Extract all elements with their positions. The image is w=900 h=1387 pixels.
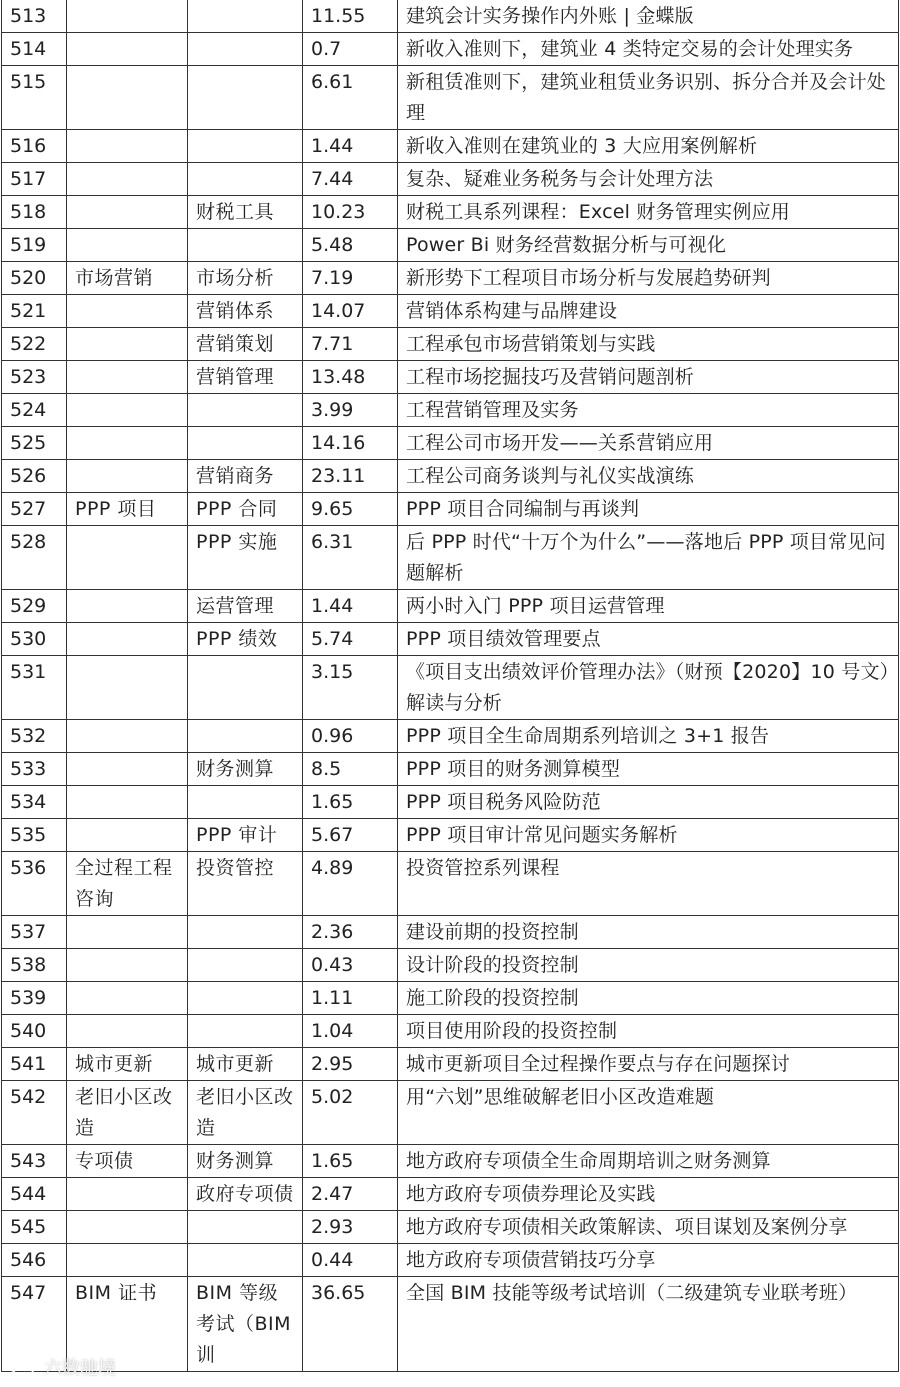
subcategory-cell: PPP 绩效: [188, 623, 303, 656]
subcategory-cell: [188, 656, 303, 720]
row-number: 529: [2, 590, 67, 623]
table-row: [2, 361, 899, 394]
hours-cell: 13.48: [303, 361, 398, 394]
table-row: [2, 623, 899, 656]
course-table: [1, 0, 899, 1372]
course-title-cell: Power Bi 财务经营数据分析与可视化: [398, 229, 899, 262]
hours-cell: 1.44: [303, 590, 398, 623]
category-cell: [67, 328, 188, 361]
subcategory-cell: 运营管理: [188, 590, 303, 623]
hours-cell: 6.61: [303, 66, 398, 130]
hours-cell: 23.11: [303, 460, 398, 493]
category-cell: [67, 394, 188, 427]
subcategory-cell: 营销管理: [188, 361, 303, 394]
hours-cell: 0.96: [303, 720, 398, 753]
category-cell: [67, 949, 188, 982]
table-row: [2, 1145, 899, 1178]
category-cell: [67, 590, 188, 623]
table-row: [2, 526, 899, 590]
category-cell: BIM 证书: [67, 1277, 188, 1372]
table-row: [2, 753, 899, 786]
subcategory-cell: [188, 1244, 303, 1277]
table-row: [2, 163, 899, 196]
subcategory-cell: [188, 916, 303, 949]
category-cell: [67, 526, 188, 590]
row-number: 515: [2, 66, 67, 130]
hours-cell: 7.71: [303, 328, 398, 361]
hours-cell: 5.67: [303, 819, 398, 852]
course-title-cell: 后 PPP 时代“十万个为什么”——落地后 PPP 项目常见问题解析: [398, 526, 899, 590]
course-title-cell: 新形势下工程项目市场分析与发展趋势研判: [398, 262, 899, 295]
course-title-cell: 两小时入门 PPP 项目运营管理: [398, 590, 899, 623]
subcategory-cell: 财税工具: [188, 196, 303, 229]
table-row: [2, 328, 899, 361]
course-title-cell: 工程公司市场开发——关系营销应用: [398, 427, 899, 460]
subcategory-cell: [188, 394, 303, 427]
table-row: [2, 33, 899, 66]
subcategory-cell: [188, 982, 303, 1015]
course-title-cell: 建设前期的投资控制: [398, 916, 899, 949]
category-cell: 城市更新: [67, 1048, 188, 1081]
course-title-cell: 地方政府专项债营销技巧分享: [398, 1244, 899, 1277]
hours-cell: 2.47: [303, 1178, 398, 1211]
subcategory-cell: [188, 229, 303, 262]
hours-cell: 1.04: [303, 1015, 398, 1048]
hours-cell: 14.07: [303, 295, 398, 328]
subcategory-cell: 财务测算: [188, 753, 303, 786]
table-row: [2, 1178, 899, 1211]
subcategory-cell: [188, 1015, 303, 1048]
table-row: [2, 66, 899, 130]
category-cell: [67, 656, 188, 720]
subcategory-cell: [188, 0, 303, 33]
subcategory-cell: 营销策划: [188, 328, 303, 361]
category-cell: [67, 982, 188, 1015]
category-cell: [67, 163, 188, 196]
hours-cell: 10.23: [303, 196, 398, 229]
row-number: 531: [2, 656, 67, 720]
subcategory-cell: 财务测算: [188, 1145, 303, 1178]
row-number: 520: [2, 262, 67, 295]
row-number: 523: [2, 361, 67, 394]
subcategory-cell: 营销体系: [188, 295, 303, 328]
table-row: [2, 1277, 899, 1372]
subcategory-cell: [188, 949, 303, 982]
course-title-cell: 复杂、疑难业务税务与会计处理方法: [398, 163, 899, 196]
watermark-text: 六数驰境: [44, 1358, 116, 1379]
row-number: 518: [2, 196, 67, 229]
table-row: [2, 0, 899, 33]
hours-cell: 4.89: [303, 852, 398, 916]
hours-cell: 1.11: [303, 982, 398, 1015]
row-number: 542: [2, 1081, 67, 1145]
category-cell: [67, 1015, 188, 1048]
category-cell: [67, 229, 188, 262]
hours-cell: 7.19: [303, 262, 398, 295]
hours-cell: 3.15: [303, 656, 398, 720]
course-title-cell: 工程营销管理及实务: [398, 394, 899, 427]
row-number: 532: [2, 720, 67, 753]
course-title-cell: PPP 项目全生命周期系列培训之 3+1 报告: [398, 720, 899, 753]
subcategory-cell: PPP 合同: [188, 493, 303, 526]
hours-cell: 9.65: [303, 493, 398, 526]
category-cell: [67, 786, 188, 819]
category-cell: [67, 819, 188, 852]
subcategory-cell: 老旧小区改造: [188, 1081, 303, 1145]
category-cell: [67, 427, 188, 460]
table-row: [2, 229, 899, 262]
row-number: 540: [2, 1015, 67, 1048]
row-number: 528: [2, 526, 67, 590]
row-number: 543: [2, 1145, 67, 1178]
subcategory-cell: 投资管控: [188, 852, 303, 916]
course-title-cell: 投资管控系列课程: [398, 852, 899, 916]
course-title-cell: 城市更新项目全过程操作要点与存在问题探讨: [398, 1048, 899, 1081]
row-number: 541: [2, 1048, 67, 1081]
course-title-cell: 地方政府专项债相关政策解读、项目谋划及案例分享: [398, 1211, 899, 1244]
course-title-cell: 《项目支出绩效评价管理办法》（财预【2020】10 号文）解读与分析: [398, 656, 899, 720]
hours-cell: 5.48: [303, 229, 398, 262]
subcategory-cell: PPP 实施: [188, 526, 303, 590]
category-cell: [67, 623, 188, 656]
category-cell: PPP 项目: [67, 493, 188, 526]
row-number: 539: [2, 982, 67, 1015]
row-number: 530: [2, 623, 67, 656]
hours-cell: 8.5: [303, 753, 398, 786]
table-row: [2, 460, 899, 493]
row-number: 514: [2, 33, 67, 66]
category-cell: [67, 196, 188, 229]
row-number: 546: [2, 1244, 67, 1277]
hours-cell: 5.02: [303, 1081, 398, 1145]
row-number: 525: [2, 427, 67, 460]
hours-cell: 0.44: [303, 1244, 398, 1277]
category-cell: [67, 1244, 188, 1277]
row-number: 516: [2, 130, 67, 163]
course-title-cell: 项目使用阶段的投资控制: [398, 1015, 899, 1048]
subcategory-cell: [188, 66, 303, 130]
subcategory-cell: PPP 审计: [188, 819, 303, 852]
course-title-cell: PPP 项目绩效管理要点: [398, 623, 899, 656]
row-number: 517: [2, 163, 67, 196]
category-cell: [67, 0, 188, 33]
table-row: [2, 427, 899, 460]
row-number: 527: [2, 493, 67, 526]
table-row: [2, 295, 899, 328]
table-row: [2, 1081, 899, 1145]
subcategory-cell: BIM 等级考试（BIM 训: [188, 1277, 303, 1372]
row-number: 533: [2, 753, 67, 786]
row-number: 545: [2, 1211, 67, 1244]
table-row: [2, 196, 899, 229]
table-row: [2, 1048, 899, 1081]
row-number: 544: [2, 1178, 67, 1211]
category-cell: 全过程工程咨询: [67, 852, 188, 916]
table-row: [2, 1015, 899, 1048]
row-number: 522: [2, 328, 67, 361]
subcategory-cell: [188, 163, 303, 196]
subcategory-cell: [188, 33, 303, 66]
course-title-cell: 新租赁准则下，建筑业租赁业务识别、拆分合并及会计处理: [398, 66, 899, 130]
row-number: 534: [2, 786, 67, 819]
table-row: [2, 852, 899, 916]
table-row: [2, 1211, 899, 1244]
table-row: [2, 949, 899, 982]
course-title-cell: 全国 BIM 技能等级考试培训（二级建筑专业联考班）: [398, 1277, 899, 1372]
table-row: [2, 590, 899, 623]
row-number: 535: [2, 819, 67, 852]
hours-cell: 7.44: [303, 163, 398, 196]
category-cell: [67, 66, 188, 130]
course-title-cell: 财税工具系列课程：Excel 财务管理实例应用: [398, 196, 899, 229]
table-row: [2, 656, 899, 720]
table-row: [2, 1244, 899, 1277]
course-title-cell: 建筑会计实务操作内外账 | 金蝶版: [398, 0, 899, 33]
category-cell: 专项债: [67, 1145, 188, 1178]
row-number: 547: [2, 1277, 67, 1372]
table-row: [2, 982, 899, 1015]
hours-cell: 3.99: [303, 394, 398, 427]
row-number: 513: [2, 0, 67, 33]
table-row: [2, 786, 899, 819]
subcategory-cell: [188, 1211, 303, 1244]
row-number: 537: [2, 916, 67, 949]
hours-cell: 14.16: [303, 427, 398, 460]
course-title-cell: PPP 项目税务风险防范: [398, 786, 899, 819]
course-table-body: [2, 0, 899, 1372]
table-row: [2, 262, 899, 295]
subcategory-cell: [188, 720, 303, 753]
row-number: 519: [2, 229, 67, 262]
category-cell: [67, 460, 188, 493]
course-title-cell: PPP 项目审计常见问题实务解析: [398, 819, 899, 852]
table-row: [2, 819, 899, 852]
hours-cell: 1.44: [303, 130, 398, 163]
hours-cell: 0.7: [303, 33, 398, 66]
subcategory-cell: 营销商务: [188, 460, 303, 493]
subcategory-cell: 政府专项债: [188, 1178, 303, 1211]
course-title-cell: 工程承包市场营销策划与实践: [398, 328, 899, 361]
category-cell: [67, 720, 188, 753]
hours-cell: 2.95: [303, 1048, 398, 1081]
row-number: 538: [2, 949, 67, 982]
category-cell: [67, 295, 188, 328]
course-title-cell: 地方政府专项债券理论及实践: [398, 1178, 899, 1211]
hours-cell: 36.65: [303, 1277, 398, 1372]
subcategory-cell: [188, 786, 303, 819]
course-title-cell: 新收入准则在建筑业的 3 大应用案例解析: [398, 130, 899, 163]
hours-cell: 1.65: [303, 786, 398, 819]
row-number: 536: [2, 852, 67, 916]
row-number: 524: [2, 394, 67, 427]
course-title-cell: 新收入准则下，建筑业 4 类特定交易的会计处理实务: [398, 33, 899, 66]
watermark: [8, 1354, 116, 1380]
course-title-cell: PPP 项目的财务测算模型: [398, 753, 899, 786]
subcategory-cell: 城市更新: [188, 1048, 303, 1081]
watermark-logo-icon: [8, 1356, 38, 1378]
category-cell: [67, 753, 188, 786]
category-cell: 老旧小区改造: [67, 1081, 188, 1145]
hours-cell: 2.36: [303, 916, 398, 949]
course-title-cell: 设计阶段的投资控制: [398, 949, 899, 982]
subcategory-cell: [188, 130, 303, 163]
hours-cell: 5.74: [303, 623, 398, 656]
subcategory-cell: 市场分析: [188, 262, 303, 295]
course-title-cell: 用“六划”思维破解老旧小区改造难题: [398, 1081, 899, 1145]
course-title-cell: PPP 项目合同编制与再谈判: [398, 493, 899, 526]
table-row: [2, 916, 899, 949]
course-title-cell: 营销体系构建与品牌建设: [398, 295, 899, 328]
subcategory-cell: [188, 427, 303, 460]
course-title-cell: 工程公司商务谈判与礼仪实战演练: [398, 460, 899, 493]
course-title-cell: 地方政府专项债全生命周期培训之财务测算: [398, 1145, 899, 1178]
hours-cell: 0.43: [303, 949, 398, 982]
hours-cell: 11.55: [303, 0, 398, 33]
course-title-cell: 施工阶段的投资控制: [398, 982, 899, 1015]
row-number: 521: [2, 295, 67, 328]
table-row: [2, 394, 899, 427]
category-cell: [67, 1211, 188, 1244]
row-number: 526: [2, 460, 67, 493]
course-title-cell: 工程市场挖掘技巧及营销问题剖析: [398, 361, 899, 394]
category-cell: [67, 33, 188, 66]
table-row: [2, 493, 899, 526]
hours-cell: 2.93: [303, 1211, 398, 1244]
category-cell: 市场营销: [67, 262, 188, 295]
table-row: [2, 130, 899, 163]
category-cell: [67, 361, 188, 394]
category-cell: [67, 916, 188, 949]
table-row: [2, 720, 899, 753]
hours-cell: 1.65: [303, 1145, 398, 1178]
hours-cell: 6.31: [303, 526, 398, 590]
category-cell: [67, 130, 188, 163]
category-cell: [67, 1178, 188, 1211]
